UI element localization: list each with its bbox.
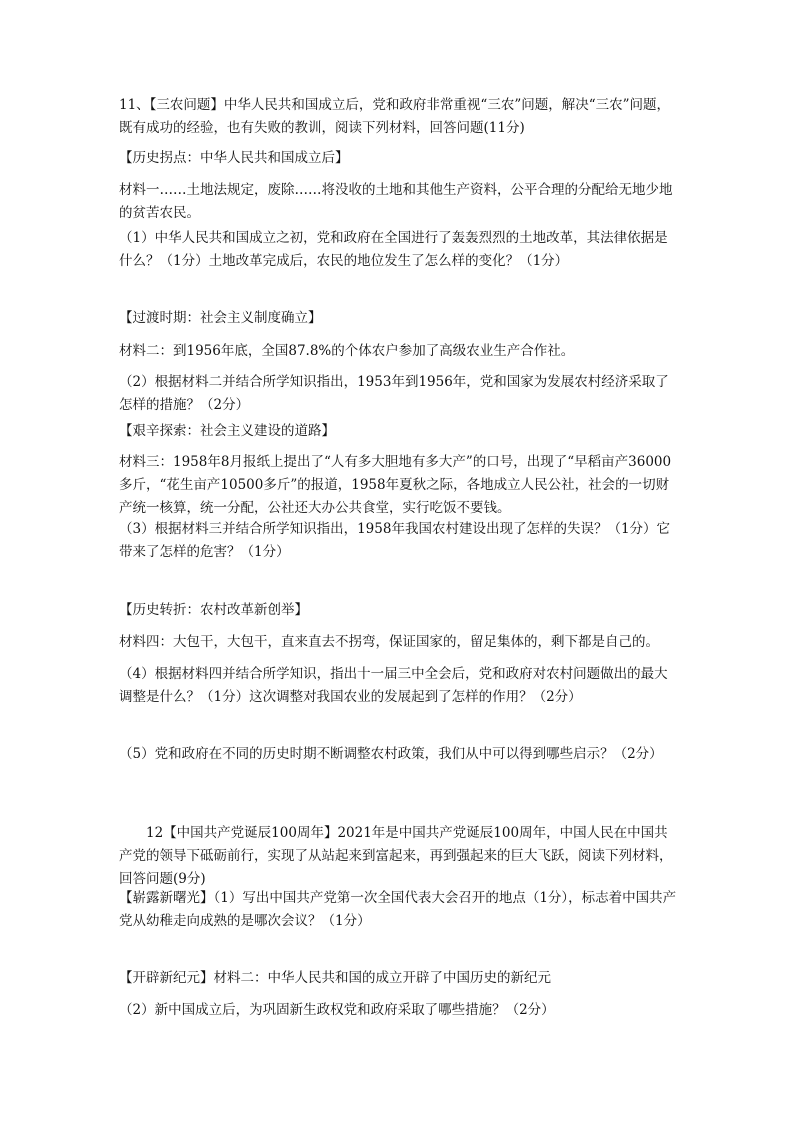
q12-section1: 【崭露新曙光】（1）写出中国共产党第一次全国代表大会召开的地点（1分），标志着中国共产党从幼稚走向成熟的是哪次会议？（1分）: [119, 890, 677, 929]
q11-question1: （1）中华人民共和国成立之初，党和政府在全国进行了轰轰烈烈的土地改革，其法律依据是什么？（1分）土地改革完成后，农民的地位发生了怎么样的变化？（1分）: [119, 230, 668, 269]
q11-question3: （3）根据材料三并结合所学知识指出，1958年我国农村建设出现了怎样的失误？（1分）它带来了怎样的危害？（1分）: [119, 521, 671, 560]
q11-question4: （4）根据材料四并结合所学知识，指出十一届三中全会后，党和政府对农村问题做出的最大调整是什么？（1分）这次调整对我国农业的发展起到了怎样的作用？（2分）: [119, 666, 668, 705]
q11-material3: 材料三：1958年8月报纸上提出了“人有多大胆地有多大产”的口号，出现了“早稻亩产36000多斤，“花生亩产10500多斤”的报道，1958年夏秋之际，各地成立人民公社，社会的一切财产统一核算，统一分配，公社还大办公共食堂，实行吃饭不要钱。: [119, 454, 672, 516]
q11-section3-heading: 【艰辛探索：社会主义建设的道路】: [119, 423, 335, 439]
q11-section1-heading: 【历史拐点：中华人民共和国成立后】: [119, 150, 349, 166]
q11-material2: 材料二：到1956年底，全国87.8%的个体农户参加了高级农业生产合作社。: [119, 343, 575, 359]
q11-question5: （5）党和政府在不同的历史时期不断调整农村政策，我们从中可以得到哪些启示？（2分）: [119, 746, 663, 762]
q11-section4-heading: 【历史转折：农村改革新创举】: [119, 602, 308, 618]
q11-section2-heading: 【过渡时期：社会主义制度确立】: [119, 310, 322, 326]
q12-question2: （2）新中国成立后，为巩固新生政权党和政府采取了哪些措施？（2分）: [119, 1002, 555, 1018]
q11-material4: 材料四：大包干，大包干，直来直去不拐弯，保证国家的，留足集体的，剩下都是自己的。: [119, 634, 659, 650]
q11-material1: 材料一……土地法规定，废除……将没收的土地和其他生产资料，公平合理的分配给无地少地的贫苦农民。: [119, 182, 673, 221]
q12-section2-heading: 【开辟新纪元】材料二：中华人民共和国的成立开辟了中国历史的新纪元: [119, 970, 551, 986]
q11-intro: 11、【三农问题】中华人民共和国成立后，党和政府非常重视“三农”问题，解决“三农”问题，既有成功的经验，也有失败的教训，阅读下列材料，回答问题(11分): [119, 97, 671, 136]
q11-question2: （2）根据材料二并结合所学知识指出，1953年到1956年，党和国家为发展农村经济采取了怎样的措施？（2分）: [119, 374, 669, 413]
q12-intro: 12【中国共产党诞辰100周年】2021年是中国共产党诞辰100周年，中国人民在中国共产党的领导下砥砺前行，实现了从站起来到富起来，再到强起来的巨大飞跃，阅读下列材料，回答问题(9分): [119, 825, 673, 887]
